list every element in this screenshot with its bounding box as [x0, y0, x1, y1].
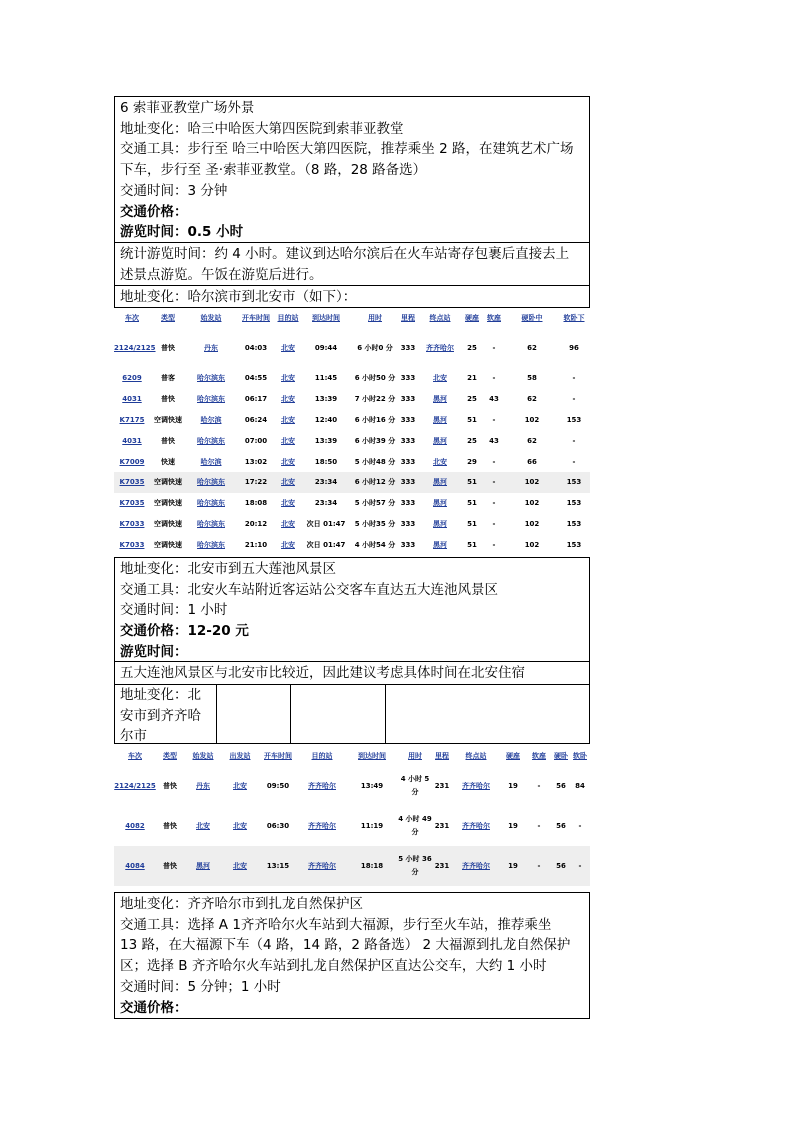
- table-link-cell[interactable]: 北安: [281, 540, 295, 549]
- table-link-cell[interactable]: 哈尔滨东: [197, 436, 225, 445]
- train-table-beian-qiqihar: [114, 746, 590, 886]
- column-header[interactable]: 开车时间: [242, 314, 270, 322]
- table-cell: 333: [400, 374, 416, 383]
- table-link-cell[interactable]: 齐齐哈尔: [426, 344, 454, 352]
- table-cell: 102: [506, 472, 558, 493]
- table-cell: 13:15: [258, 846, 298, 886]
- section-sophia: [114, 96, 590, 243]
- table-cell: 07:00: [244, 436, 268, 445]
- table-cell: 62: [527, 344, 537, 352]
- table-link-cell[interactable]: 哈尔滨东: [197, 374, 225, 383]
- table-cell: 66: [527, 457, 537, 466]
- table-cell: 102: [524, 540, 540, 549]
- table-cell: 5 小时48 分: [354, 457, 396, 466]
- table-cell: 13:39: [314, 395, 338, 404]
- table-cell: 62: [527, 395, 537, 404]
- table-cell: 56: [552, 846, 570, 886]
- column-header[interactable]: 类型: [161, 314, 175, 322]
- table-cell: -: [492, 519, 496, 528]
- table-cell: 153: [566, 415, 582, 424]
- transport-time: 交通时间：3 分钟: [120, 182, 228, 199]
- table-link-cell[interactable]: 4082: [125, 822, 145, 830]
- table-cell: 153: [566, 540, 582, 549]
- table-row: [114, 493, 590, 514]
- table-link-cell[interactable]: 齐齐哈尔: [452, 846, 500, 886]
- table-cell: 333: [400, 395, 416, 404]
- table-cell: 43: [489, 436, 499, 445]
- table-link-cell[interactable]: 黑河: [433, 540, 447, 549]
- address-line: 安市到齐齐哈: [120, 707, 201, 724]
- table-row: [114, 472, 590, 493]
- section-title: 6 索菲亚教堂广场外景: [120, 100, 255, 116]
- table-cell: 空调快速: [154, 499, 182, 508]
- table-cell: 231: [432, 846, 452, 886]
- table-link-cell[interactable]: 丹东: [204, 344, 218, 352]
- table-cell: -: [537, 822, 541, 830]
- table-cell: 5 小时57 分: [354, 499, 396, 508]
- table-cell: 23:34: [314, 499, 338, 508]
- table-cell: 普快: [161, 395, 175, 404]
- column-header[interactable]: 车次: [128, 752, 142, 760]
- table-cell: -: [572, 436, 576, 445]
- transport-tools-line2: 下车，步行至 圣·索菲亚教堂。（8 路，28 路备选）: [120, 162, 427, 179]
- column-header[interactable]: 终点站: [429, 314, 451, 322]
- table-cell: 5 小时 36 分: [398, 846, 432, 886]
- table-cell: -: [572, 457, 576, 466]
- table-link-cell[interactable]: 北安: [233, 822, 247, 830]
- table-cell: -: [578, 822, 582, 830]
- table-link-cell[interactable]: 北安: [433, 457, 447, 466]
- column-header[interactable]: 里程: [401, 314, 415, 322]
- table-link-cell[interactable]: 北安: [196, 822, 210, 830]
- table-row: [114, 766, 590, 806]
- empty-cell: [386, 685, 589, 743]
- table-cell: -: [492, 415, 496, 424]
- table-cell: 19: [508, 782, 518, 790]
- column-header[interactable]: 始发站: [192, 752, 214, 760]
- table-link-cell[interactable]: 北安: [281, 499, 295, 508]
- note-text: 五大连池风景区与北安市比较近，因此建议考虑具体时间在北安住宿: [120, 665, 525, 681]
- column-header[interactable]: 软卧: [573, 752, 587, 760]
- table-cell: 102: [524, 519, 540, 528]
- table-link-cell[interactable]: 齐齐哈尔: [462, 782, 490, 790]
- table-cell: 51: [467, 519, 477, 528]
- column-header[interactable]: 硬座: [465, 314, 479, 322]
- table-cell: 333: [398, 472, 418, 493]
- column-header[interactable]: 软卧下: [563, 314, 585, 322]
- table-link-cell[interactable]: 哈尔滨: [200, 415, 222, 424]
- table-cell: 12:40: [314, 415, 338, 424]
- table-link-cell[interactable]: 哈尔滨东: [186, 472, 236, 493]
- column-header[interactable]: 车次: [125, 314, 139, 322]
- table-cell: 4 小时 5 分: [400, 775, 430, 796]
- column-header[interactable]: 目的站: [277, 314, 299, 322]
- table-cell: 次日 01:47: [306, 540, 346, 549]
- table-cell: 333: [400, 344, 416, 352]
- table-row: [114, 389, 590, 410]
- table-link-cell[interactable]: K7035: [114, 472, 150, 493]
- table-row: [114, 328, 590, 368]
- table-link-cell[interactable]: 北安: [281, 436, 295, 445]
- transport-tools-line1: 交通工具：选择 A 1齐齐哈尔火车站到大福源，步行至火车站，推荐乘坐: [120, 916, 552, 933]
- column-header[interactable]: 出发站: [229, 752, 251, 760]
- column-header[interactable]: 目的站: [311, 752, 333, 760]
- table-cell: 4 小时54 分: [354, 540, 396, 549]
- table-cell: -: [492, 374, 496, 383]
- transport-tools-line2: 13 路，在大福源下车（4 路，14 路，2 路备选） 2 大福源到扎龙自然保护: [120, 937, 571, 954]
- table-cell: 21:10: [244, 540, 268, 549]
- table-cell: 333: [400, 499, 416, 508]
- table-link-cell[interactable]: 哈尔滨东: [197, 540, 225, 549]
- table-cell: 6 小时50 分: [354, 374, 396, 383]
- table-cell: 5 小时35 分: [354, 519, 396, 528]
- table-cell: 快速: [161, 457, 175, 466]
- summary-line2: 述景点游览。午饭在游览后进行。: [120, 266, 323, 283]
- table-cell: 43: [489, 395, 499, 404]
- table-cell: 153: [558, 472, 590, 493]
- table-cell: 普客: [161, 374, 175, 383]
- table-link-cell[interactable]: 北安: [222, 846, 258, 886]
- table-cell: -: [492, 344, 496, 352]
- table-cell: 333: [400, 436, 416, 445]
- column-header[interactable]: 到达时间: [358, 752, 386, 760]
- table-cell: 17:22: [236, 472, 276, 493]
- table-cell: 333: [400, 540, 416, 549]
- table-cell: 84: [575, 782, 585, 790]
- table-cell: 21: [467, 374, 477, 383]
- table-link-cell[interactable]: 黑河: [433, 519, 447, 528]
- table-cell: 333: [400, 457, 416, 466]
- transport-tools: 交通工具：北安火车站附近客运站公交客车直达五大连池风景区: [120, 581, 498, 598]
- table-cell: -: [482, 472, 506, 493]
- table-cell: 13:02: [244, 457, 268, 466]
- transport-price: 交通价格：12-20 元: [120, 623, 249, 640]
- table-link-cell[interactable]: 哈尔滨: [200, 457, 222, 466]
- table-row: [114, 806, 590, 846]
- table-cell: -: [526, 846, 552, 886]
- table-link-cell[interactable]: 齐齐哈尔: [298, 846, 346, 886]
- table-link-cell[interactable]: 4031: [122, 436, 142, 445]
- train-table-harbin-beian: [114, 308, 590, 555]
- table-link-cell[interactable]: 黑河: [184, 846, 222, 886]
- table-cell: 09:44: [314, 344, 338, 352]
- transport-tools-line3: 区；选择 B 齐齐哈尔火车站到扎龙自然保护区直达公交车，大约 1 小时: [120, 958, 547, 975]
- table-cell: 普快: [163, 782, 177, 790]
- table-cell: 333: [400, 519, 416, 528]
- column-header[interactable]: 用时: [368, 314, 382, 322]
- table-cell: 空调快速: [150, 472, 186, 493]
- transport-price: 交通价格：: [120, 203, 188, 220]
- table-link-cell[interactable]: 黑河: [433, 395, 447, 404]
- table-cell: 06:24: [244, 415, 268, 424]
- column-header[interactable]: 硬卧中: [521, 314, 543, 322]
- table-cell: 6 小时0 分: [357, 344, 393, 352]
- table-cell: -: [570, 846, 590, 886]
- table-link-cell[interactable]: 北安: [281, 395, 295, 404]
- table-row: [114, 368, 590, 389]
- table-link-cell[interactable]: 齐齐哈尔: [308, 822, 336, 830]
- column-header[interactable]: 类型: [163, 752, 177, 760]
- table-link-cell[interactable]: 北安: [233, 782, 247, 790]
- table-cell: 19: [500, 846, 526, 886]
- table-cell: 11:19: [360, 822, 384, 830]
- address-change: 地址变化：齐齐哈尔市到扎龙自然保护区: [120, 896, 363, 912]
- section-qiqihar-zhalong: [114, 892, 590, 1019]
- table-link-cell[interactable]: 北安: [281, 344, 295, 352]
- table-link-cell[interactable]: 黑河: [433, 499, 447, 508]
- table-cell: 04:55: [244, 374, 268, 383]
- table-cell: -: [572, 395, 576, 404]
- table-cell: 普快: [161, 436, 175, 445]
- table-cell: 7 小时22 分: [354, 395, 396, 404]
- table-link-cell[interactable]: 北安: [281, 519, 295, 528]
- table-row: [114, 410, 590, 431]
- table-cell: -: [492, 457, 496, 466]
- table-cell: 23:34: [300, 472, 352, 493]
- table-link-cell[interactable]: K7035: [119, 499, 145, 508]
- table-row: [114, 430, 590, 451]
- table-cell: 普快: [161, 344, 175, 352]
- column-header[interactable]: 软座: [532, 752, 546, 760]
- table-cell: 333: [400, 415, 416, 424]
- address-line: 尔市: [120, 728, 147, 745]
- section-note: [114, 661, 590, 685]
- column-header[interactable]: 始发站: [200, 314, 222, 322]
- table-cell: 次日 01:47: [306, 519, 346, 528]
- address-line: 地址变化：北: [120, 687, 201, 703]
- table-link-cell[interactable]: 北安: [433, 374, 447, 383]
- column-header[interactable]: 里程: [435, 752, 449, 760]
- table-cell: -: [537, 782, 541, 790]
- address-cell: [115, 685, 217, 743]
- table-cell: 09:50: [266, 782, 290, 790]
- address-change: 地址变化：哈三中哈医大第四医院到索菲亚教堂: [120, 120, 404, 137]
- table-cell: 18:50: [314, 457, 338, 466]
- table-link-cell[interactable]: K7009: [119, 457, 145, 466]
- table-cell: 102: [524, 499, 540, 508]
- visit-time: 游览时间：0.5 小时: [120, 224, 244, 241]
- table-cell: 51: [467, 540, 477, 549]
- column-header[interactable]: 软座: [487, 314, 501, 322]
- table-cell: 空调快速: [154, 519, 182, 528]
- transport-price: 交通价格：: [120, 999, 188, 1016]
- table-cell: -: [572, 374, 576, 383]
- address-change: 地址变化：哈尔滨市到北安市（如下）：: [120, 289, 357, 305]
- table-link-cell[interactable]: 北安: [276, 472, 300, 493]
- table-cell: 25: [467, 395, 477, 404]
- transport-time: 交通时间：1 小时: [120, 602, 228, 619]
- table-cell: 153: [566, 519, 582, 528]
- table-cell: 51: [462, 472, 482, 493]
- table-row: [114, 451, 590, 472]
- table-link-cell[interactable]: 2124/2125: [114, 343, 156, 352]
- table-cell: -: [492, 540, 496, 549]
- table-cell: 6 小时16 分: [354, 415, 396, 424]
- table-cell: 空调快速: [154, 540, 182, 549]
- table-link-cell[interactable]: 黑河: [433, 436, 447, 445]
- table-link-cell[interactable]: 4031: [122, 395, 142, 404]
- table-link-cell[interactable]: 4084: [114, 846, 156, 886]
- table-link-cell[interactable]: K7033: [119, 519, 145, 528]
- column-header[interactable]: 用时: [408, 752, 422, 760]
- table-link-cell[interactable]: 6209: [122, 374, 142, 383]
- table-cell: 96: [569, 344, 579, 352]
- column-header[interactable]: 开车时间: [264, 752, 292, 760]
- table-row: [114, 534, 590, 555]
- table-link-cell[interactable]: 黑河: [418, 472, 462, 493]
- table-cell: 29: [467, 457, 477, 466]
- section-beian-wudalianchi: [114, 557, 590, 662]
- table-cell: 25: [467, 344, 477, 352]
- table-cell: 51: [467, 499, 477, 508]
- empty-cell: [217, 685, 291, 743]
- table-link-cell[interactable]: 哈尔滨东: [197, 395, 225, 404]
- table-cell: 06:30: [266, 822, 290, 830]
- summary-line1: 统计游览时间：约 4 小时。建议到达哈尔滨后在火车站寄存包裹后直接去上: [120, 246, 570, 262]
- table-row: [114, 514, 590, 535]
- table-cell: 20:12: [244, 519, 268, 528]
- table-cell: 6 小时12 分: [352, 472, 398, 493]
- table-cell: 62: [527, 436, 537, 445]
- table-link-cell[interactable]: 哈尔滨东: [197, 499, 225, 508]
- table-cell: 56: [556, 782, 566, 790]
- address-change: 地址变化：北安市到五大莲池风景区: [120, 561, 336, 577]
- table-cell: 102: [524, 415, 540, 424]
- table-link-cell[interactable]: 北安: [281, 374, 295, 383]
- table-cell: 06:17: [244, 395, 268, 404]
- section-summary: [114, 242, 590, 286]
- table-cell: 13:39: [314, 436, 338, 445]
- table-link-cell[interactable]: 北安: [281, 415, 295, 424]
- table-cell: 4 小时 49 分: [398, 815, 432, 836]
- section-harbin-beian: [114, 285, 590, 308]
- table-link-cell[interactable]: 齐齐哈尔: [308, 782, 336, 790]
- table-cell: 153: [566, 499, 582, 508]
- table-cell: 51: [467, 415, 477, 424]
- table-link-cell[interactable]: K7033: [119, 540, 145, 549]
- table-link-cell[interactable]: 哈尔滨东: [197, 519, 225, 528]
- table-link-cell[interactable]: 齐齐哈尔: [462, 822, 490, 830]
- transport-tools-line1: 交通工具：步行至 哈三中哈医大第四医院，推荐乘坐 2 路，在建筑艺术广场: [120, 141, 574, 158]
- table-header: [114, 746, 590, 766]
- table-row: [114, 846, 590, 886]
- table-cell: 231: [434, 782, 450, 790]
- table-cell: 普快: [156, 846, 184, 886]
- table-link-cell[interactable]: 北安: [281, 457, 295, 466]
- column-header[interactable]: 终点站: [465, 752, 487, 760]
- column-header[interactable]: 硬卧: [554, 752, 568, 760]
- table-cell: 空调快速: [154, 415, 182, 424]
- table-cell: 56: [556, 822, 566, 830]
- column-header[interactable]: 硬座: [506, 752, 520, 760]
- transport-time: 交通时间：5 分钟；1 小时: [120, 978, 281, 995]
- table-cell: 11:45: [314, 374, 338, 383]
- visit-time: 游览时间：: [120, 643, 188, 660]
- table-link-cell[interactable]: 黑河: [433, 415, 447, 424]
- table-cell: 231: [434, 822, 450, 830]
- section-beian-qiqihar: [114, 684, 590, 744]
- table-cell: 6 小时39 分: [354, 436, 396, 445]
- table-cell: 18:08: [244, 499, 268, 508]
- table-header: [114, 308, 590, 328]
- table-cell: 13:49: [360, 782, 384, 790]
- column-header[interactable]: 到达时间: [312, 314, 340, 322]
- table-cell: 04:03: [244, 344, 268, 352]
- table-cell: -: [492, 499, 496, 508]
- table-link-cell[interactable]: K7175: [119, 415, 145, 424]
- empty-cell: [291, 685, 386, 743]
- table-cell: 普快: [163, 822, 177, 830]
- table-link-cell[interactable]: 2124/2125: [114, 782, 156, 790]
- table-link-cell[interactable]: 丹东: [196, 782, 210, 790]
- table-cell: 18:18: [346, 846, 398, 886]
- table-cell: 25: [467, 436, 477, 445]
- table-cell: 19: [508, 822, 518, 830]
- table-cell: 58: [527, 374, 537, 383]
